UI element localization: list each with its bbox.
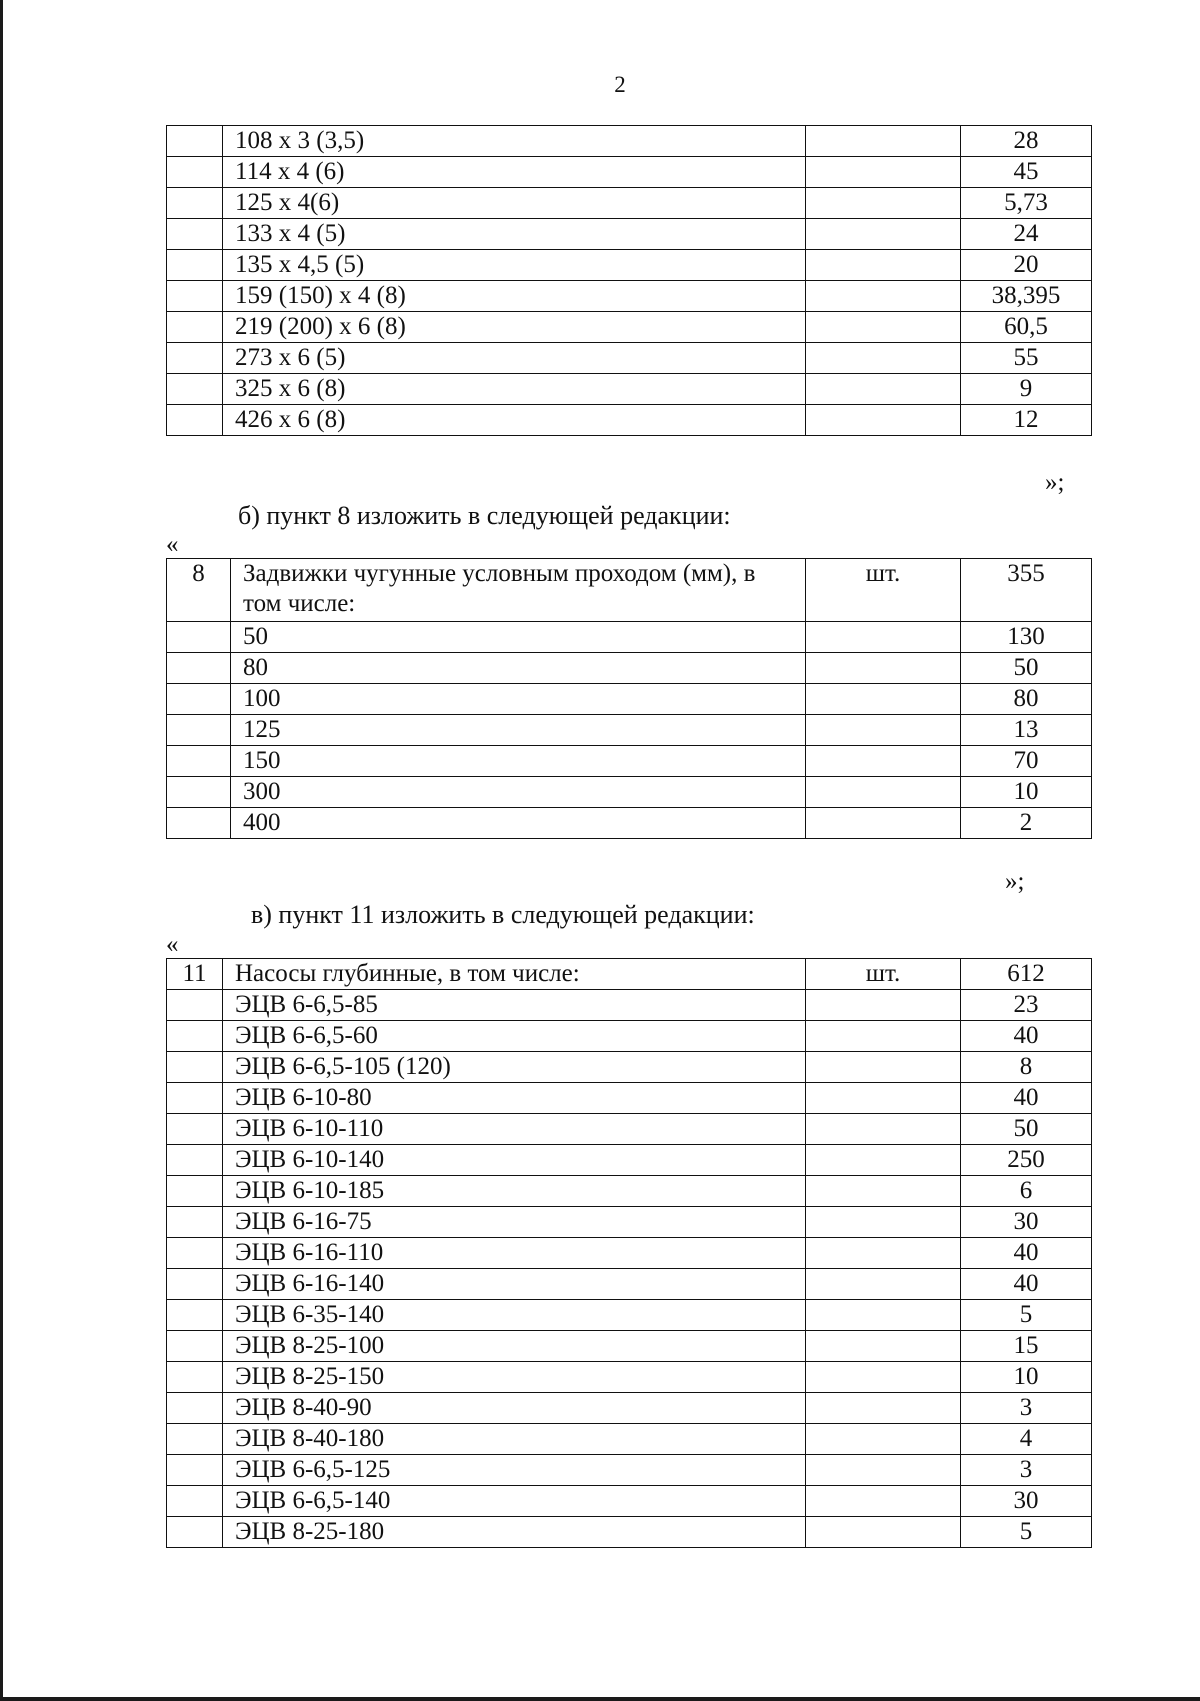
item-unit bbox=[806, 312, 961, 343]
item-unit bbox=[806, 1083, 961, 1114]
item-quantity: 23 bbox=[961, 990, 1092, 1021]
table-row bbox=[167, 808, 1092, 839]
item-number bbox=[167, 1300, 223, 1331]
item-quantity: 2 bbox=[961, 808, 1092, 839]
item-quantity: 10 bbox=[961, 777, 1092, 808]
item-unit bbox=[806, 281, 961, 312]
table-row bbox=[167, 1486, 1092, 1517]
table-row bbox=[167, 343, 1092, 374]
item-unit bbox=[806, 157, 961, 188]
scan-edge-left bbox=[0, 0, 3, 1701]
table-header-row bbox=[167, 559, 1092, 622]
table-row bbox=[167, 1207, 1092, 1238]
table-row bbox=[167, 250, 1092, 281]
item-unit bbox=[806, 990, 961, 1021]
item-unit bbox=[806, 250, 961, 281]
table-header-row bbox=[167, 959, 1092, 990]
item-unit bbox=[806, 622, 961, 653]
item-number bbox=[167, 1362, 223, 1393]
table-row bbox=[167, 281, 1092, 312]
item-quantity: 9 bbox=[961, 374, 1092, 405]
item-quantity: 8 bbox=[961, 1052, 1092, 1083]
item-quantity: 612 bbox=[961, 959, 1092, 990]
item-unit bbox=[806, 653, 961, 684]
table-row bbox=[167, 1362, 1092, 1393]
item-number bbox=[167, 1114, 223, 1145]
table-row bbox=[167, 1238, 1092, 1269]
item-unit bbox=[806, 746, 961, 777]
item-quantity: 13 bbox=[961, 715, 1092, 746]
item-name: ЭЦВ 6-10-185 bbox=[223, 1176, 806, 1207]
item-unit bbox=[806, 1300, 961, 1331]
item-unit bbox=[806, 1269, 961, 1300]
item-quantity: 20 bbox=[961, 250, 1092, 281]
item-name: ЭЦВ 6-6,5-85 bbox=[223, 990, 806, 1021]
table-row bbox=[167, 312, 1092, 343]
item-unit bbox=[806, 1517, 961, 1548]
open-quote: « bbox=[166, 931, 179, 958]
item-number bbox=[167, 1052, 223, 1083]
item-number bbox=[167, 250, 223, 281]
item-quantity: 15 bbox=[961, 1331, 1092, 1362]
item-number bbox=[167, 1083, 223, 1114]
table-row bbox=[167, 126, 1092, 157]
item-name: ЭЦВ 6-6,5-140 bbox=[223, 1486, 806, 1517]
item-quantity: 30 bbox=[961, 1207, 1092, 1238]
item-unit bbox=[806, 405, 961, 436]
item-name: 100 bbox=[231, 684, 806, 715]
item-name: 125 х 4(6) bbox=[223, 188, 806, 219]
item-unit bbox=[806, 1331, 961, 1362]
table-row bbox=[167, 1145, 1092, 1176]
item-name: 150 bbox=[231, 746, 806, 777]
item-number bbox=[167, 1424, 223, 1455]
table-row bbox=[167, 622, 1092, 653]
item-number bbox=[167, 808, 231, 839]
item-number bbox=[167, 1331, 223, 1362]
item-number bbox=[167, 281, 223, 312]
item-quantity: 50 bbox=[961, 653, 1092, 684]
open-quote: « bbox=[166, 531, 179, 558]
item-quantity: 40 bbox=[961, 1021, 1092, 1052]
table-row bbox=[167, 1269, 1092, 1300]
item-unit bbox=[806, 1052, 961, 1083]
item-number bbox=[167, 219, 223, 250]
table-row bbox=[167, 715, 1092, 746]
item-number bbox=[167, 715, 231, 746]
item-name: ЭЦВ 6-16-110 bbox=[223, 1238, 806, 1269]
item-name: 50 bbox=[231, 622, 806, 653]
item-unit bbox=[806, 1424, 961, 1455]
item-name: ЭЦВ 8-40-90 bbox=[223, 1393, 806, 1424]
item-name: ЭЦВ 6-35-140 bbox=[223, 1300, 806, 1331]
item-quantity: 24 bbox=[961, 219, 1092, 250]
table-row bbox=[167, 1455, 1092, 1486]
item-unit bbox=[806, 1362, 961, 1393]
item-number bbox=[167, 1145, 223, 1176]
item-number bbox=[167, 1517, 223, 1548]
instruction-b: б) пункт 8 изложить в следующей редакции: bbox=[238, 501, 731, 530]
item-name: 133 х 4 (5) bbox=[223, 219, 806, 250]
item-unit bbox=[806, 1114, 961, 1145]
item-name: Насосы глубинные, в том числе: bbox=[223, 959, 806, 990]
page-number: 2 bbox=[614, 72, 626, 97]
item-number bbox=[167, 1021, 223, 1052]
item-number bbox=[167, 405, 223, 436]
item-number bbox=[167, 126, 223, 157]
table-row bbox=[167, 990, 1092, 1021]
item-quantity: 55 bbox=[961, 343, 1092, 374]
item-unit bbox=[806, 684, 961, 715]
table-row bbox=[167, 777, 1092, 808]
item-number bbox=[167, 1455, 223, 1486]
item-number bbox=[167, 312, 223, 343]
item-number bbox=[167, 1176, 223, 1207]
item-unit bbox=[806, 374, 961, 405]
item-number bbox=[167, 777, 231, 808]
item-number bbox=[167, 622, 231, 653]
item-number bbox=[167, 653, 231, 684]
table-row bbox=[167, 746, 1092, 777]
closing-quote: »; bbox=[1005, 868, 1025, 895]
item-unit: шт. bbox=[806, 959, 961, 990]
item-unit bbox=[806, 808, 961, 839]
item-quantity: 38,395 bbox=[961, 281, 1092, 312]
item-name: 114 х 4 (6) bbox=[223, 157, 806, 188]
table-row bbox=[167, 157, 1092, 188]
table-row bbox=[167, 405, 1092, 436]
item-name: ЭЦВ 8-25-180 bbox=[223, 1517, 806, 1548]
item-quantity: 10 bbox=[961, 1362, 1092, 1393]
item-number bbox=[167, 157, 223, 188]
closing-quote: »; bbox=[1045, 469, 1065, 496]
item-name: ЭЦВ 6-6,5-60 bbox=[223, 1021, 806, 1052]
item-name: 80 bbox=[231, 653, 806, 684]
item-number bbox=[167, 1486, 223, 1517]
item-number bbox=[167, 374, 223, 405]
item-number: 8 bbox=[167, 559, 231, 622]
item-name: 325 х 6 (8) bbox=[223, 374, 806, 405]
item-quantity: 28 bbox=[961, 126, 1092, 157]
item-name: ЭЦВ 8-40-180 bbox=[223, 1424, 806, 1455]
scan-edge-bottom bbox=[0, 1697, 1200, 1701]
item-unit bbox=[806, 1145, 961, 1176]
item-number bbox=[167, 684, 231, 715]
item-unit bbox=[806, 188, 961, 219]
item-quantity: 5 bbox=[961, 1300, 1092, 1331]
item-quantity: 30 bbox=[961, 1486, 1092, 1517]
table-row bbox=[167, 219, 1092, 250]
pumps-table bbox=[166, 958, 1092, 1548]
item-name: ЭЦВ 8-25-150 bbox=[223, 1362, 806, 1393]
table-row bbox=[167, 1021, 1092, 1052]
item-number bbox=[167, 1269, 223, 1300]
table-row bbox=[167, 1176, 1092, 1207]
item-number bbox=[167, 1207, 223, 1238]
table-row bbox=[167, 1331, 1092, 1362]
item-number bbox=[167, 746, 231, 777]
item-name: ЭЦВ 6-16-140 bbox=[223, 1269, 806, 1300]
table-row bbox=[167, 188, 1092, 219]
item-unit bbox=[806, 219, 961, 250]
valves-table bbox=[166, 558, 1092, 839]
item-name: ЭЦВ 6-10-110 bbox=[223, 1114, 806, 1145]
item-quantity: 5,73 bbox=[961, 188, 1092, 219]
item-quantity: 50 bbox=[961, 1114, 1092, 1145]
table-row bbox=[167, 1114, 1092, 1145]
item-name: 108 х 3 (3,5) bbox=[223, 126, 806, 157]
item-name: ЭЦВ 6-10-140 bbox=[223, 1145, 806, 1176]
item-quantity: 12 bbox=[961, 405, 1092, 436]
item-number bbox=[167, 990, 223, 1021]
item-unit bbox=[806, 715, 961, 746]
item-quantity: 45 bbox=[961, 157, 1092, 188]
item-quantity: 40 bbox=[961, 1269, 1092, 1300]
table-row bbox=[167, 1424, 1092, 1455]
item-name: ЭЦВ 6-6,5-125 bbox=[223, 1455, 806, 1486]
instruction-v: в) пункт 11 изложить в следующей редакции: bbox=[251, 900, 755, 929]
item-name: 273 х 6 (5) bbox=[223, 343, 806, 374]
item-unit bbox=[806, 1021, 961, 1052]
table-row bbox=[167, 374, 1092, 405]
item-quantity: 70 bbox=[961, 746, 1092, 777]
item-quantity: 355 bbox=[961, 559, 1092, 622]
item-unit bbox=[806, 1176, 961, 1207]
table-row bbox=[167, 1052, 1092, 1083]
table-row bbox=[167, 1300, 1092, 1331]
item-unit bbox=[806, 343, 961, 374]
item-quantity: 40 bbox=[961, 1238, 1092, 1269]
item-name: ЭЦВ 6-10-80 bbox=[223, 1083, 806, 1114]
item-quantity: 40 bbox=[961, 1083, 1092, 1114]
item-number: 11 bbox=[167, 959, 223, 990]
item-quantity: 60,5 bbox=[961, 312, 1092, 343]
table-row bbox=[167, 1517, 1092, 1548]
item-name: 300 bbox=[231, 777, 806, 808]
item-quantity: 3 bbox=[961, 1393, 1092, 1424]
item-name: ЭЦВ 6-16-75 bbox=[223, 1207, 806, 1238]
item-unit bbox=[806, 777, 961, 808]
item-name: 400 bbox=[231, 808, 806, 839]
item-name: Задвижки чугунные условным проходом (мм), в том числе: bbox=[231, 559, 806, 622]
item-quantity: 5 bbox=[961, 1517, 1092, 1548]
item-quantity: 4 bbox=[961, 1424, 1092, 1455]
item-name: 426 х 6 (8) bbox=[223, 405, 806, 436]
item-unit bbox=[806, 1238, 961, 1269]
item-number bbox=[167, 188, 223, 219]
item-name: ЭЦВ 6-6,5-105 (120) bbox=[223, 1052, 806, 1083]
item-number bbox=[167, 1238, 223, 1269]
item-unit bbox=[806, 1207, 961, 1238]
item-name: 219 (200) х 6 (8) bbox=[223, 312, 806, 343]
item-unit bbox=[806, 126, 961, 157]
table-row bbox=[167, 1083, 1092, 1114]
item-quantity: 6 bbox=[961, 1176, 1092, 1207]
item-quantity: 80 bbox=[961, 684, 1092, 715]
item-name: ЭЦВ 8-25-100 bbox=[223, 1331, 806, 1362]
pipes-table bbox=[166, 125, 1092, 436]
item-number bbox=[167, 1393, 223, 1424]
item-number bbox=[167, 343, 223, 374]
item-unit bbox=[806, 1486, 961, 1517]
item-unit: шт. bbox=[806, 559, 961, 622]
table-row bbox=[167, 653, 1092, 684]
table-row bbox=[167, 1393, 1092, 1424]
item-name: 125 bbox=[231, 715, 806, 746]
item-quantity: 3 bbox=[961, 1455, 1092, 1486]
table-row bbox=[167, 684, 1092, 715]
item-name: 159 (150) х 4 (8) bbox=[223, 281, 806, 312]
item-name: 135 х 4,5 (5) bbox=[223, 250, 806, 281]
item-quantity: 250 bbox=[961, 1145, 1092, 1176]
item-unit bbox=[806, 1393, 961, 1424]
item-quantity: 130 bbox=[961, 622, 1092, 653]
item-unit bbox=[806, 1455, 961, 1486]
